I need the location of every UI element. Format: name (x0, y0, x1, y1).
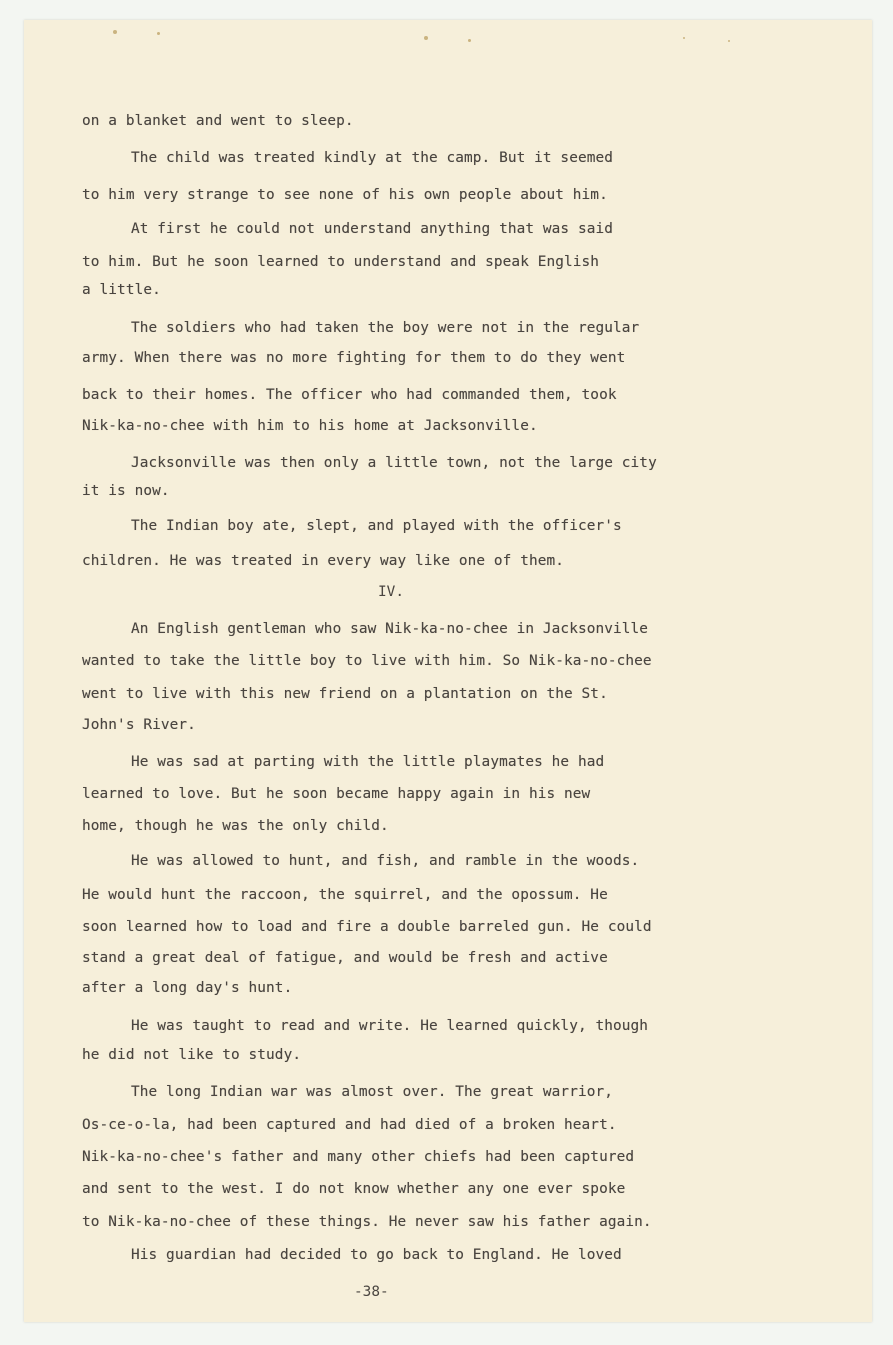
text-line: He was sad at parting with the little playmates he had (131, 754, 605, 770)
text-line: he did not like to study. (82, 1047, 302, 1063)
text-line: Os-ce-o-la, had been captured and had died of a broken heart. (82, 1117, 617, 1133)
text-line: The soldiers who had taken the boy were not in the regular (131, 320, 640, 336)
section-heading: IV. (378, 584, 404, 600)
paper-specks (24, 20, 872, 60)
text-line: He was allowed to hunt, and fish, and ramble in the woods. (131, 853, 640, 869)
text-line: John's River. (82, 717, 196, 733)
text-line: The child was treated kindly at the camp. But it seemed (131, 150, 614, 166)
text-line: The long Indian war was almost over. The great warrior, (131, 1084, 614, 1100)
text-line: and sent to the west. I do not know whether any one ever spoke (82, 1181, 626, 1197)
text-line: went to live with this new friend on a plantation on the St. (82, 686, 608, 702)
text-line: Nik-ka-no-chee's father and many other chiefs had been captured (82, 1149, 635, 1165)
text-line: He was taught to read and write. He learned quickly, though (131, 1018, 649, 1034)
text-line: learned to love. But he soon became happy again in his new (82, 786, 591, 802)
text-line: Nik-ka-no-chee with him to his home at Jacksonville. (82, 418, 538, 434)
text-line: army. When there was no more fighting for them to do they went (82, 350, 626, 366)
text-line: a little. (82, 282, 161, 298)
text-line: Jacksonville was then only a little town, not the large city (131, 455, 657, 471)
page-number: -38- (354, 1284, 389, 1300)
text-line: after a long day's hunt. (82, 980, 293, 996)
text-line: An English gentleman who saw Nik-ka-no-chee in Jacksonville (131, 621, 649, 637)
text-line: soon learned how to load and fire a double barreled gun. He could (82, 919, 652, 935)
text-line: stand a great deal of fatigue, and would be fresh and active (82, 950, 608, 966)
typewritten-page (24, 20, 872, 1322)
text-line: wanted to take the little boy to live with him. So Nik-ka-no-chee (82, 653, 652, 669)
text-line: to him. But he soon learned to understand and speak English (82, 254, 600, 270)
text-line: to him very strange to see none of his own people about him. (82, 187, 608, 203)
text-line: home, though he was the only child. (82, 818, 389, 834)
text-line: to Nik-ka-no-chee of these things. He never saw his father again. (82, 1214, 652, 1230)
text-line: on a blanket and went to sleep. (82, 113, 354, 129)
text-line: children. He was treated in every way like one of them. (82, 553, 565, 569)
text-line: At first he could not understand anything that was said (131, 221, 614, 237)
text-line: The Indian boy ate, slept, and played with the officer's (131, 518, 622, 534)
text-line: His guardian had decided to go back to England. He loved (131, 1247, 622, 1263)
text-line: back to their homes. The officer who had commanded them, took (82, 387, 617, 403)
text-line: He would hunt the raccoon, the squirrel, and the opossum. He (82, 887, 608, 903)
text-line: it is now. (82, 483, 170, 499)
